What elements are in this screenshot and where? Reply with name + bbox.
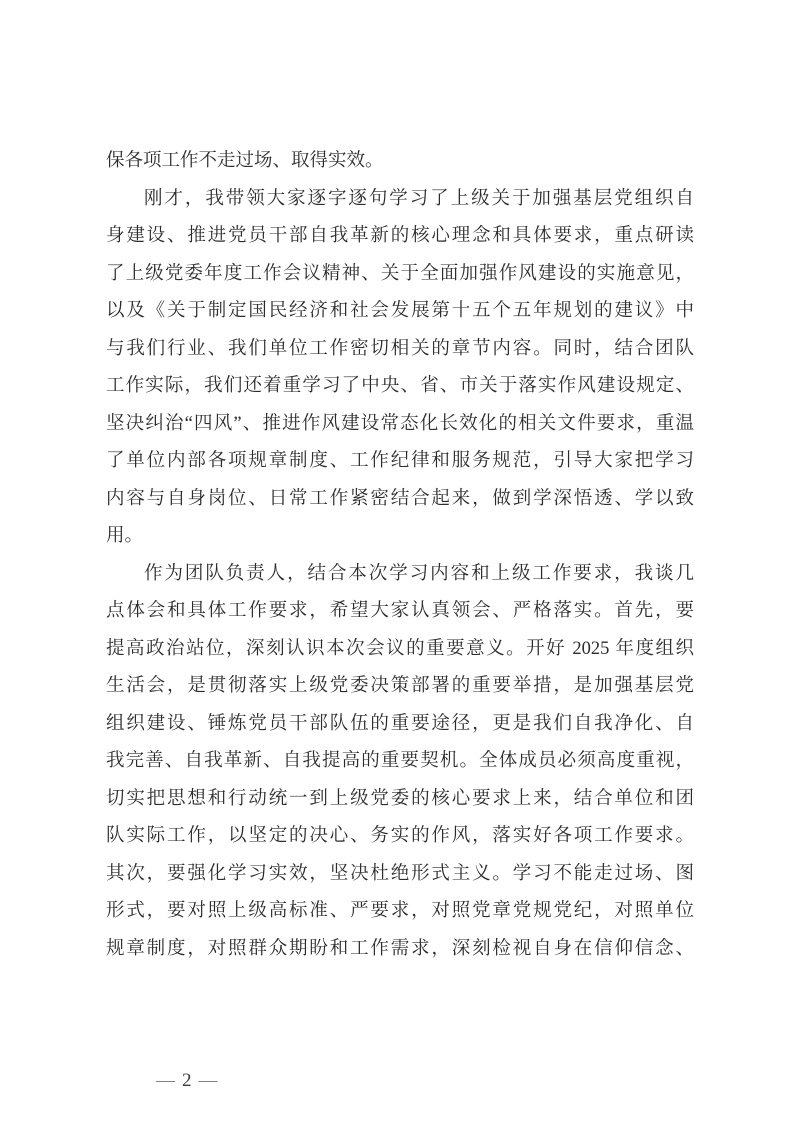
paragraph (106, 556, 694, 969)
body-line: 了上级党委年度工作会议精神、关于全面加强作风建设的实施意见， (106, 263, 694, 284)
body-line: 坚决纠治“四风”、推进作风建设常态化长效化的相关文件要求，重温 (106, 413, 694, 434)
body-line: 切实把思想和行动统一到上级党委的核心要求上来，结合单位和团 (106, 788, 694, 809)
body-line: 工作实际，我们还着重学习了中央、省、市关于落实作风建设规定、 (106, 376, 694, 396)
body-line: 作为团队负责人，结合本次学习内容和上级工作要求，我谈几 (144, 563, 694, 584)
body-line: 其次，要强化学习实效，坚决杜绝形式主义。学习不能走过场、图 (106, 863, 694, 884)
body-line: 与我们行业、我们单位工作密切相关的章节内容。同时，结合团队 (106, 338, 694, 359)
body-line: 规章制度，对照群众期盼和工作需求，深刻检视自身在信仰信念、 (106, 938, 694, 959)
body-line: 刚才，我带领大家逐字逐句学习了上级关于加强基层党组织自 (144, 188, 694, 209)
body-line: 提高政治站位，深刻认识本次会议的重要意义。开好 2025 年度组织 (106, 638, 694, 659)
paragraph (106, 181, 694, 556)
body-line: 用。 (106, 526, 144, 546)
body-line: 我完善、自我革新、自我提高的重要契机。全体成员必须高度重视， (106, 751, 694, 771)
body-line: 保各项工作不走过场、取得实效。 (106, 151, 384, 171)
page-number-left-dash: — (156, 1070, 176, 1091)
body-line: 生活会，是贯彻落实上级党委决策部署的重要举措，是加强基层党 (106, 676, 694, 696)
body-line: 形式，要对照上级高标准、严要求，对照党章党规党纪，对照单位 (106, 901, 694, 921)
body-line: 内容与自身岗位、日常工作紧密结合起来，做到学深悟透、学以致 (106, 488, 694, 509)
body-line: 了单位内部各项规章制度、工作纪律和服务规范，引导大家把学习 (106, 451, 694, 471)
body-line: 队实际工作，以坚定的决心、务实的作风，落实好各项工作要求。 (106, 826, 694, 846)
document-body (106, 143, 694, 968)
body-line: 组织建设、锤炼党员干部队伍的重要途径，更是我们自我净化、自 (106, 713, 694, 734)
paragraph (106, 143, 694, 181)
body-line: 以及《关于制定国民经济和社会发展第十五个五年规划的建议》中 (106, 301, 694, 321)
page-number-value: 2 (182, 1070, 193, 1091)
page-number-right-dash: — (198, 1070, 219, 1091)
body-line: 身建设、推进党员干部自我革新的核心理念和具体要求，重点研读 (106, 226, 694, 246)
page-number (133, 1025, 219, 1091)
body-line: 点体会和具体工作要求，希望大家认真领会、严格落实。首先，要 (106, 601, 694, 621)
